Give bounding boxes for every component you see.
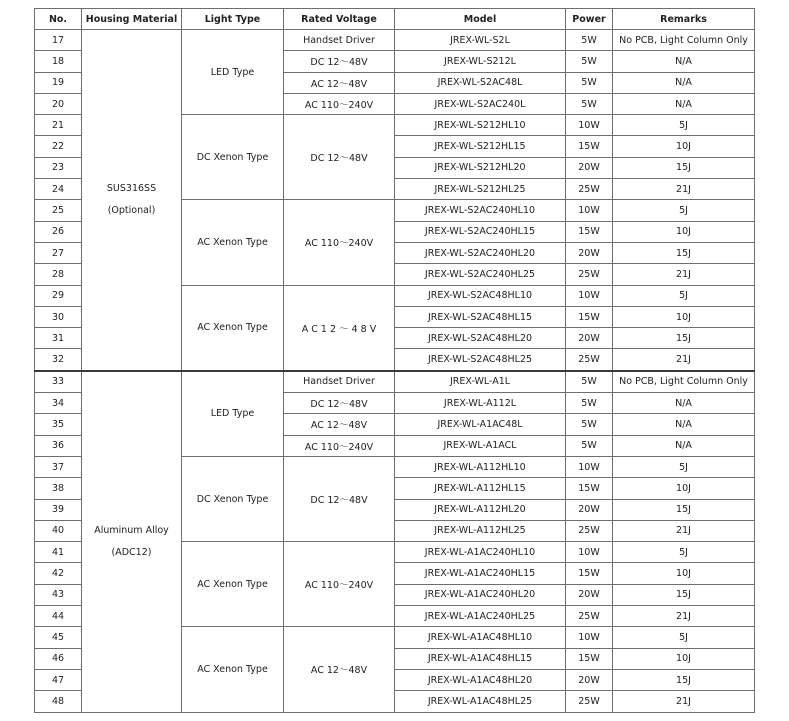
cell-power: 15W bbox=[566, 136, 613, 157]
cell-model: JREX-WL-A1ACL bbox=[395, 435, 566, 456]
housing-material-line: (Optional) bbox=[107, 204, 156, 216]
cell-model: JREX-WL-S2AC240HL20 bbox=[395, 242, 566, 263]
cell-power: 25W bbox=[566, 264, 613, 285]
cell-power: 25W bbox=[566, 520, 613, 541]
spec-table-container bbox=[34, 8, 755, 713]
cell-no: 23 bbox=[35, 157, 82, 178]
cell-power: 15W bbox=[566, 306, 613, 327]
header-model: Model bbox=[395, 9, 566, 30]
cell-model: JREX-WL-A1AC240HL20 bbox=[395, 584, 566, 605]
cell-remarks: 5J bbox=[613, 115, 755, 136]
header-remarks: Remarks bbox=[613, 9, 755, 30]
cell-power: 5W bbox=[566, 414, 613, 435]
cell-remarks: N/A bbox=[613, 393, 755, 414]
cell-model: JREX-WL-A112HL25 bbox=[395, 520, 566, 541]
cell-rated-voltage: AC 12～48V bbox=[284, 414, 395, 435]
cell-model: JREX-WL-A1AC48HL10 bbox=[395, 627, 566, 648]
cell-power: 25W bbox=[566, 606, 613, 627]
header-housing-material: Housing Material bbox=[82, 9, 182, 30]
cell-model: JREX-WL-A1AC240HL10 bbox=[395, 542, 566, 563]
cell-power: 15W bbox=[566, 478, 613, 499]
cell-model: JREX-WL-A1L bbox=[395, 371, 566, 393]
cell-rated-voltage: DC 12～48V bbox=[284, 456, 395, 541]
header-rated-voltage: Rated Voltage bbox=[284, 9, 395, 30]
cell-no: 34 bbox=[35, 393, 82, 414]
cell-light-type: DC Xenon Type bbox=[182, 115, 284, 200]
housing-material-line: Aluminum Alloy bbox=[94, 524, 169, 536]
cell-power: 20W bbox=[566, 242, 613, 263]
header-light-type: Light Type bbox=[182, 9, 284, 30]
cell-rated-voltage: AC 12～48V bbox=[284, 72, 395, 93]
cell-no: 39 bbox=[35, 499, 82, 520]
cell-no: 47 bbox=[35, 669, 82, 690]
cell-power: 5W bbox=[566, 51, 613, 72]
cell-remarks: 15J bbox=[613, 328, 755, 349]
cell-no: 28 bbox=[35, 264, 82, 285]
cell-no: 36 bbox=[35, 435, 82, 456]
cell-rated-voltage: AC 110～240V bbox=[284, 200, 395, 285]
cell-model: JREX-WL-S2AC240HL10 bbox=[395, 200, 566, 221]
cell-light-type: AC Xenon Type bbox=[182, 285, 284, 371]
cell-power: 5W bbox=[566, 435, 613, 456]
cell-remarks: 15J bbox=[613, 584, 755, 605]
housing-material-line: SUS316SS bbox=[106, 182, 157, 194]
cell-light-type: AC Xenon Type bbox=[182, 627, 284, 712]
cell-model: JREX-WL-A1AC48L bbox=[395, 414, 566, 435]
cell-no: 37 bbox=[35, 456, 82, 477]
cell-model: JREX-WL-S212HL10 bbox=[395, 115, 566, 136]
cell-rated-voltage: AC 110～240V bbox=[284, 542, 395, 627]
cell-power: 20W bbox=[566, 499, 613, 520]
cell-power: 10W bbox=[566, 456, 613, 477]
cell-power: 5W bbox=[566, 371, 613, 393]
cell-no: 32 bbox=[35, 349, 82, 371]
cell-no: 17 bbox=[35, 30, 82, 51]
cell-remarks: 10J bbox=[613, 221, 755, 242]
cell-remarks: 5J bbox=[613, 200, 755, 221]
cell-no: 20 bbox=[35, 93, 82, 114]
cell-remarks: 10J bbox=[613, 478, 755, 499]
cell-no: 45 bbox=[35, 627, 82, 648]
cell-model: JREX-WL-S212HL25 bbox=[395, 179, 566, 200]
cell-power: 10W bbox=[566, 200, 613, 221]
cell-no: 44 bbox=[35, 606, 82, 627]
cell-power: 5W bbox=[566, 30, 613, 51]
cell-model: JREX-WL-A112HL20 bbox=[395, 499, 566, 520]
table-row bbox=[35, 371, 755, 393]
cell-no: 40 bbox=[35, 520, 82, 541]
cell-power: 20W bbox=[566, 157, 613, 178]
cell-model: JREX-WL-A112HL10 bbox=[395, 456, 566, 477]
cell-power: 10W bbox=[566, 542, 613, 563]
cell-power: 25W bbox=[566, 349, 613, 371]
cell-remarks: 21J bbox=[613, 606, 755, 627]
cell-remarks: N/A bbox=[613, 72, 755, 93]
cell-model: JREX-WL-A1AC48HL25 bbox=[395, 691, 566, 712]
housing-material-line: (ADC12) bbox=[111, 546, 152, 558]
cell-power: 15W bbox=[566, 648, 613, 669]
cell-rated-voltage: DC 12～48V bbox=[284, 393, 395, 414]
cell-housing-material bbox=[82, 30, 182, 371]
cell-model: JREX-WL-A1AC240HL25 bbox=[395, 606, 566, 627]
header-row bbox=[35, 9, 755, 30]
cell-model: JREX-WL-A1AC240HL15 bbox=[395, 563, 566, 584]
cell-power: 5W bbox=[566, 72, 613, 93]
cell-rated-voltage: DC 12～48V bbox=[284, 115, 395, 200]
cell-remarks: 21J bbox=[613, 691, 755, 712]
header-no: No. bbox=[35, 9, 82, 30]
table-row bbox=[35, 30, 755, 51]
cell-remarks: 10J bbox=[613, 648, 755, 669]
cell-rated-voltage: DC 12～48V bbox=[284, 51, 395, 72]
cell-rated-voltage: Handset Driver bbox=[284, 371, 395, 393]
cell-remarks: 21J bbox=[613, 264, 755, 285]
cell-power: 5W bbox=[566, 93, 613, 114]
cell-remarks: 21J bbox=[613, 349, 755, 371]
cell-remarks: 15J bbox=[613, 242, 755, 263]
cell-remarks: N/A bbox=[613, 93, 755, 114]
cell-power: 10W bbox=[566, 285, 613, 306]
cell-remarks: 21J bbox=[613, 179, 755, 200]
cell-power: 25W bbox=[566, 179, 613, 200]
cell-model: JREX-WL-S212HL15 bbox=[395, 136, 566, 157]
cell-model: JREX-WL-S212L bbox=[395, 51, 566, 72]
cell-remarks: 10J bbox=[613, 563, 755, 584]
cell-light-type: DC Xenon Type bbox=[182, 456, 284, 541]
cell-no: 22 bbox=[35, 136, 82, 157]
cell-power: 5W bbox=[566, 393, 613, 414]
product-spec-table bbox=[34, 8, 755, 713]
cell-remarks: 10J bbox=[613, 136, 755, 157]
cell-remarks: 21J bbox=[613, 520, 755, 541]
cell-model: JREX-WL-S2AC48HL10 bbox=[395, 285, 566, 306]
cell-power: 15W bbox=[566, 221, 613, 242]
cell-no: 43 bbox=[35, 584, 82, 605]
cell-remarks: 5J bbox=[613, 542, 755, 563]
cell-rated-voltage: A C 1 2 ～ 4 8 V bbox=[284, 285, 395, 371]
cell-rated-voltage: Handset Driver bbox=[284, 30, 395, 51]
cell-power: 25W bbox=[566, 691, 613, 712]
header-power: Power bbox=[566, 9, 613, 30]
cell-model: JREX-WL-A112L bbox=[395, 393, 566, 414]
cell-model: JREX-WL-S2AC48HL15 bbox=[395, 306, 566, 327]
cell-model: JREX-WL-A1AC48HL15 bbox=[395, 648, 566, 669]
cell-remarks: No PCB, Light Column Only bbox=[613, 371, 755, 393]
cell-remarks: 15J bbox=[613, 157, 755, 178]
cell-no: 24 bbox=[35, 179, 82, 200]
cell-no: 26 bbox=[35, 221, 82, 242]
cell-light-type: LED Type bbox=[182, 30, 284, 115]
cell-remarks: 15J bbox=[613, 669, 755, 690]
cell-model: JREX-WL-A112HL15 bbox=[395, 478, 566, 499]
cell-model: JREX-WL-S2AC48HL20 bbox=[395, 328, 566, 349]
cell-model: JREX-WL-S212HL20 bbox=[395, 157, 566, 178]
cell-power: 20W bbox=[566, 328, 613, 349]
cell-power: 15W bbox=[566, 563, 613, 584]
cell-remarks: N/A bbox=[613, 51, 755, 72]
cell-light-type: LED Type bbox=[182, 371, 284, 457]
cell-no: 30 bbox=[35, 306, 82, 327]
cell-remarks: 5J bbox=[613, 627, 755, 648]
cell-no: 41 bbox=[35, 542, 82, 563]
cell-rated-voltage: AC 110～240V bbox=[284, 435, 395, 456]
cell-remarks: 15J bbox=[613, 499, 755, 520]
cell-rated-voltage: AC 110～240V bbox=[284, 93, 395, 114]
cell-no: 48 bbox=[35, 691, 82, 712]
cell-power: 10W bbox=[566, 115, 613, 136]
cell-no: 25 bbox=[35, 200, 82, 221]
cell-remarks: 5J bbox=[613, 285, 755, 306]
cell-power: 20W bbox=[566, 584, 613, 605]
cell-no: 29 bbox=[35, 285, 82, 306]
cell-light-type: AC Xenon Type bbox=[182, 542, 284, 627]
cell-no: 42 bbox=[35, 563, 82, 584]
cell-no: 33 bbox=[35, 371, 82, 393]
cell-no: 27 bbox=[35, 242, 82, 263]
cell-remarks: N/A bbox=[613, 435, 755, 456]
cell-remarks: N/A bbox=[613, 414, 755, 435]
cell-no: 38 bbox=[35, 478, 82, 499]
cell-light-type: AC Xenon Type bbox=[182, 200, 284, 285]
cell-power: 10W bbox=[566, 627, 613, 648]
cell-power: 20W bbox=[566, 669, 613, 690]
cell-no: 31 bbox=[35, 328, 82, 349]
cell-no: 35 bbox=[35, 414, 82, 435]
cell-model: JREX-WL-S2AC240HL25 bbox=[395, 264, 566, 285]
cell-no: 21 bbox=[35, 115, 82, 136]
cell-remarks: 5J bbox=[613, 456, 755, 477]
cell-remarks: No PCB, Light Column Only bbox=[613, 30, 755, 51]
cell-model: JREX-WL-S2AC240L bbox=[395, 93, 566, 114]
cell-model: JREX-WL-A1AC48HL20 bbox=[395, 669, 566, 690]
cell-no: 19 bbox=[35, 72, 82, 93]
cell-model: JREX-WL-S2L bbox=[395, 30, 566, 51]
cell-housing-material bbox=[82, 371, 182, 712]
cell-no: 18 bbox=[35, 51, 82, 72]
cell-model: JREX-WL-S2AC240HL15 bbox=[395, 221, 566, 242]
cell-rated-voltage: AC 12～48V bbox=[284, 627, 395, 712]
cell-model: JREX-WL-S2AC48L bbox=[395, 72, 566, 93]
cell-model: JREX-WL-S2AC48HL25 bbox=[395, 349, 566, 371]
cell-remarks: 10J bbox=[613, 306, 755, 327]
cell-no: 46 bbox=[35, 648, 82, 669]
